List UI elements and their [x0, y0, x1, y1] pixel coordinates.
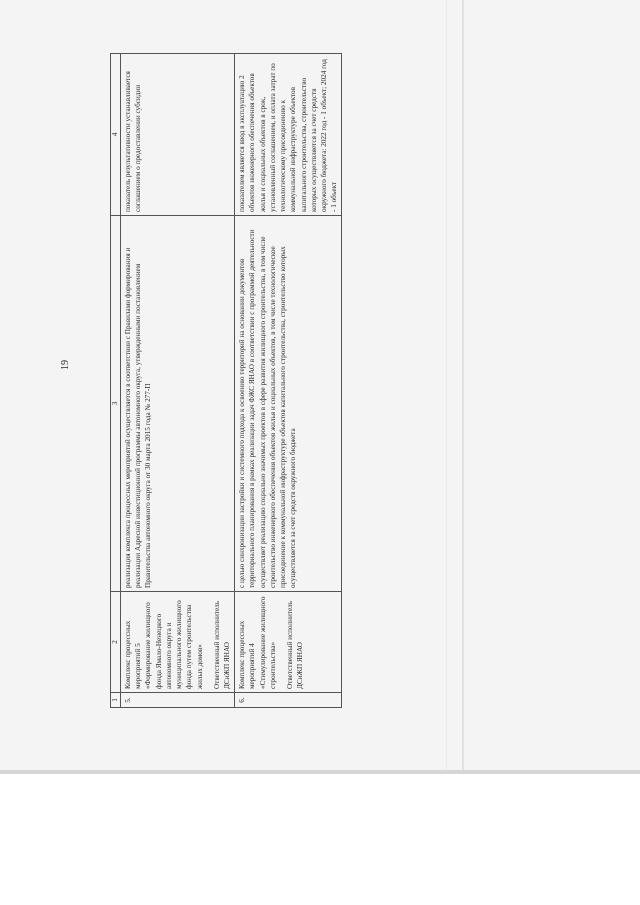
table-row — [235, 54, 342, 708]
row-number: 5. — [121, 693, 235, 708]
measure-cell — [121, 592, 235, 693]
header-cell-1: 1 — [111, 693, 121, 708]
measure-title: Комплекс процессных мероприятий 5 «Формирование жилищного фонда Ямало-Ненецкого автономного округа и муниципального жилищного фонда путем строительства жилых домов» — [124, 600, 204, 689]
measure-responsible: Ответственный исполнитель ДСиЖП ЯНАО — [212, 601, 231, 689]
row-number: 6. — [235, 693, 342, 708]
table-row — [121, 54, 235, 708]
description-cell: реализация комплекса процессных мероприятий осуществляется в соответствии с Правилами формирования и реализации Адресной инвестиционной программы автономного округа, утвержденными постановлением Правительства автономного округа от 30 марта 2015 года № 277-П — [121, 216, 235, 592]
header-cell-3: 3 — [111, 216, 121, 592]
table-header-row — [111, 54, 121, 708]
header-cell-2: 2 — [111, 592, 121, 693]
measure-cell — [235, 592, 342, 693]
description-cell: с целью синхронизации застройки и системного подхода к освоению территорий на основании документов территориального планирования в рамках реализации задач ФЖС ЯНАО в соответствии с программой деятельности осуществляет реализацию социально значимых проектов в сфере развития жилищного строительства, в том числе строительство инженерного обеспечения объектов жилья и социальных объектов, в том числе технологическое присоединение к коммунальной инфраструктуре объектов капитального строительства, строительство которых осуществляется за счет средств окружного бюджета — [235, 216, 342, 592]
header-cell-4: 4 — [111, 54, 121, 216]
page-fold-shadow — [446, 0, 447, 770]
measures-table — [110, 53, 342, 708]
scan-edge — [0, 770, 640, 774]
page-fold — [462, 0, 464, 770]
measure-title: Комплекс процессных мероприятий 4 «Стимулирование жилищного строительства» — [238, 596, 277, 689]
measure-responsible: Ответственный исполнитель ДСиЖП ЯНАО — [286, 601, 305, 689]
indicator-cell: показатель результативности устанавливается соглашением о предоставлении субсидии — [121, 54, 235, 216]
rotated-table-container — [110, 58, 418, 708]
indicator-cell: показателем является ввод в эксплуатацию 2 объектов инженерного обеспечения объектов жилья и социальных объектов в срок, установленный соглашением, и оплата затрат по технологическому присоединению к коммунальной инфраструктуре объектов капитального строительства, строительство которых осуществляется за счет средств окружного бюджета: 2022 год - 1 объект; 2024 год - 1 объект — [235, 54, 342, 216]
page-number: 19 — [60, 360, 71, 370]
